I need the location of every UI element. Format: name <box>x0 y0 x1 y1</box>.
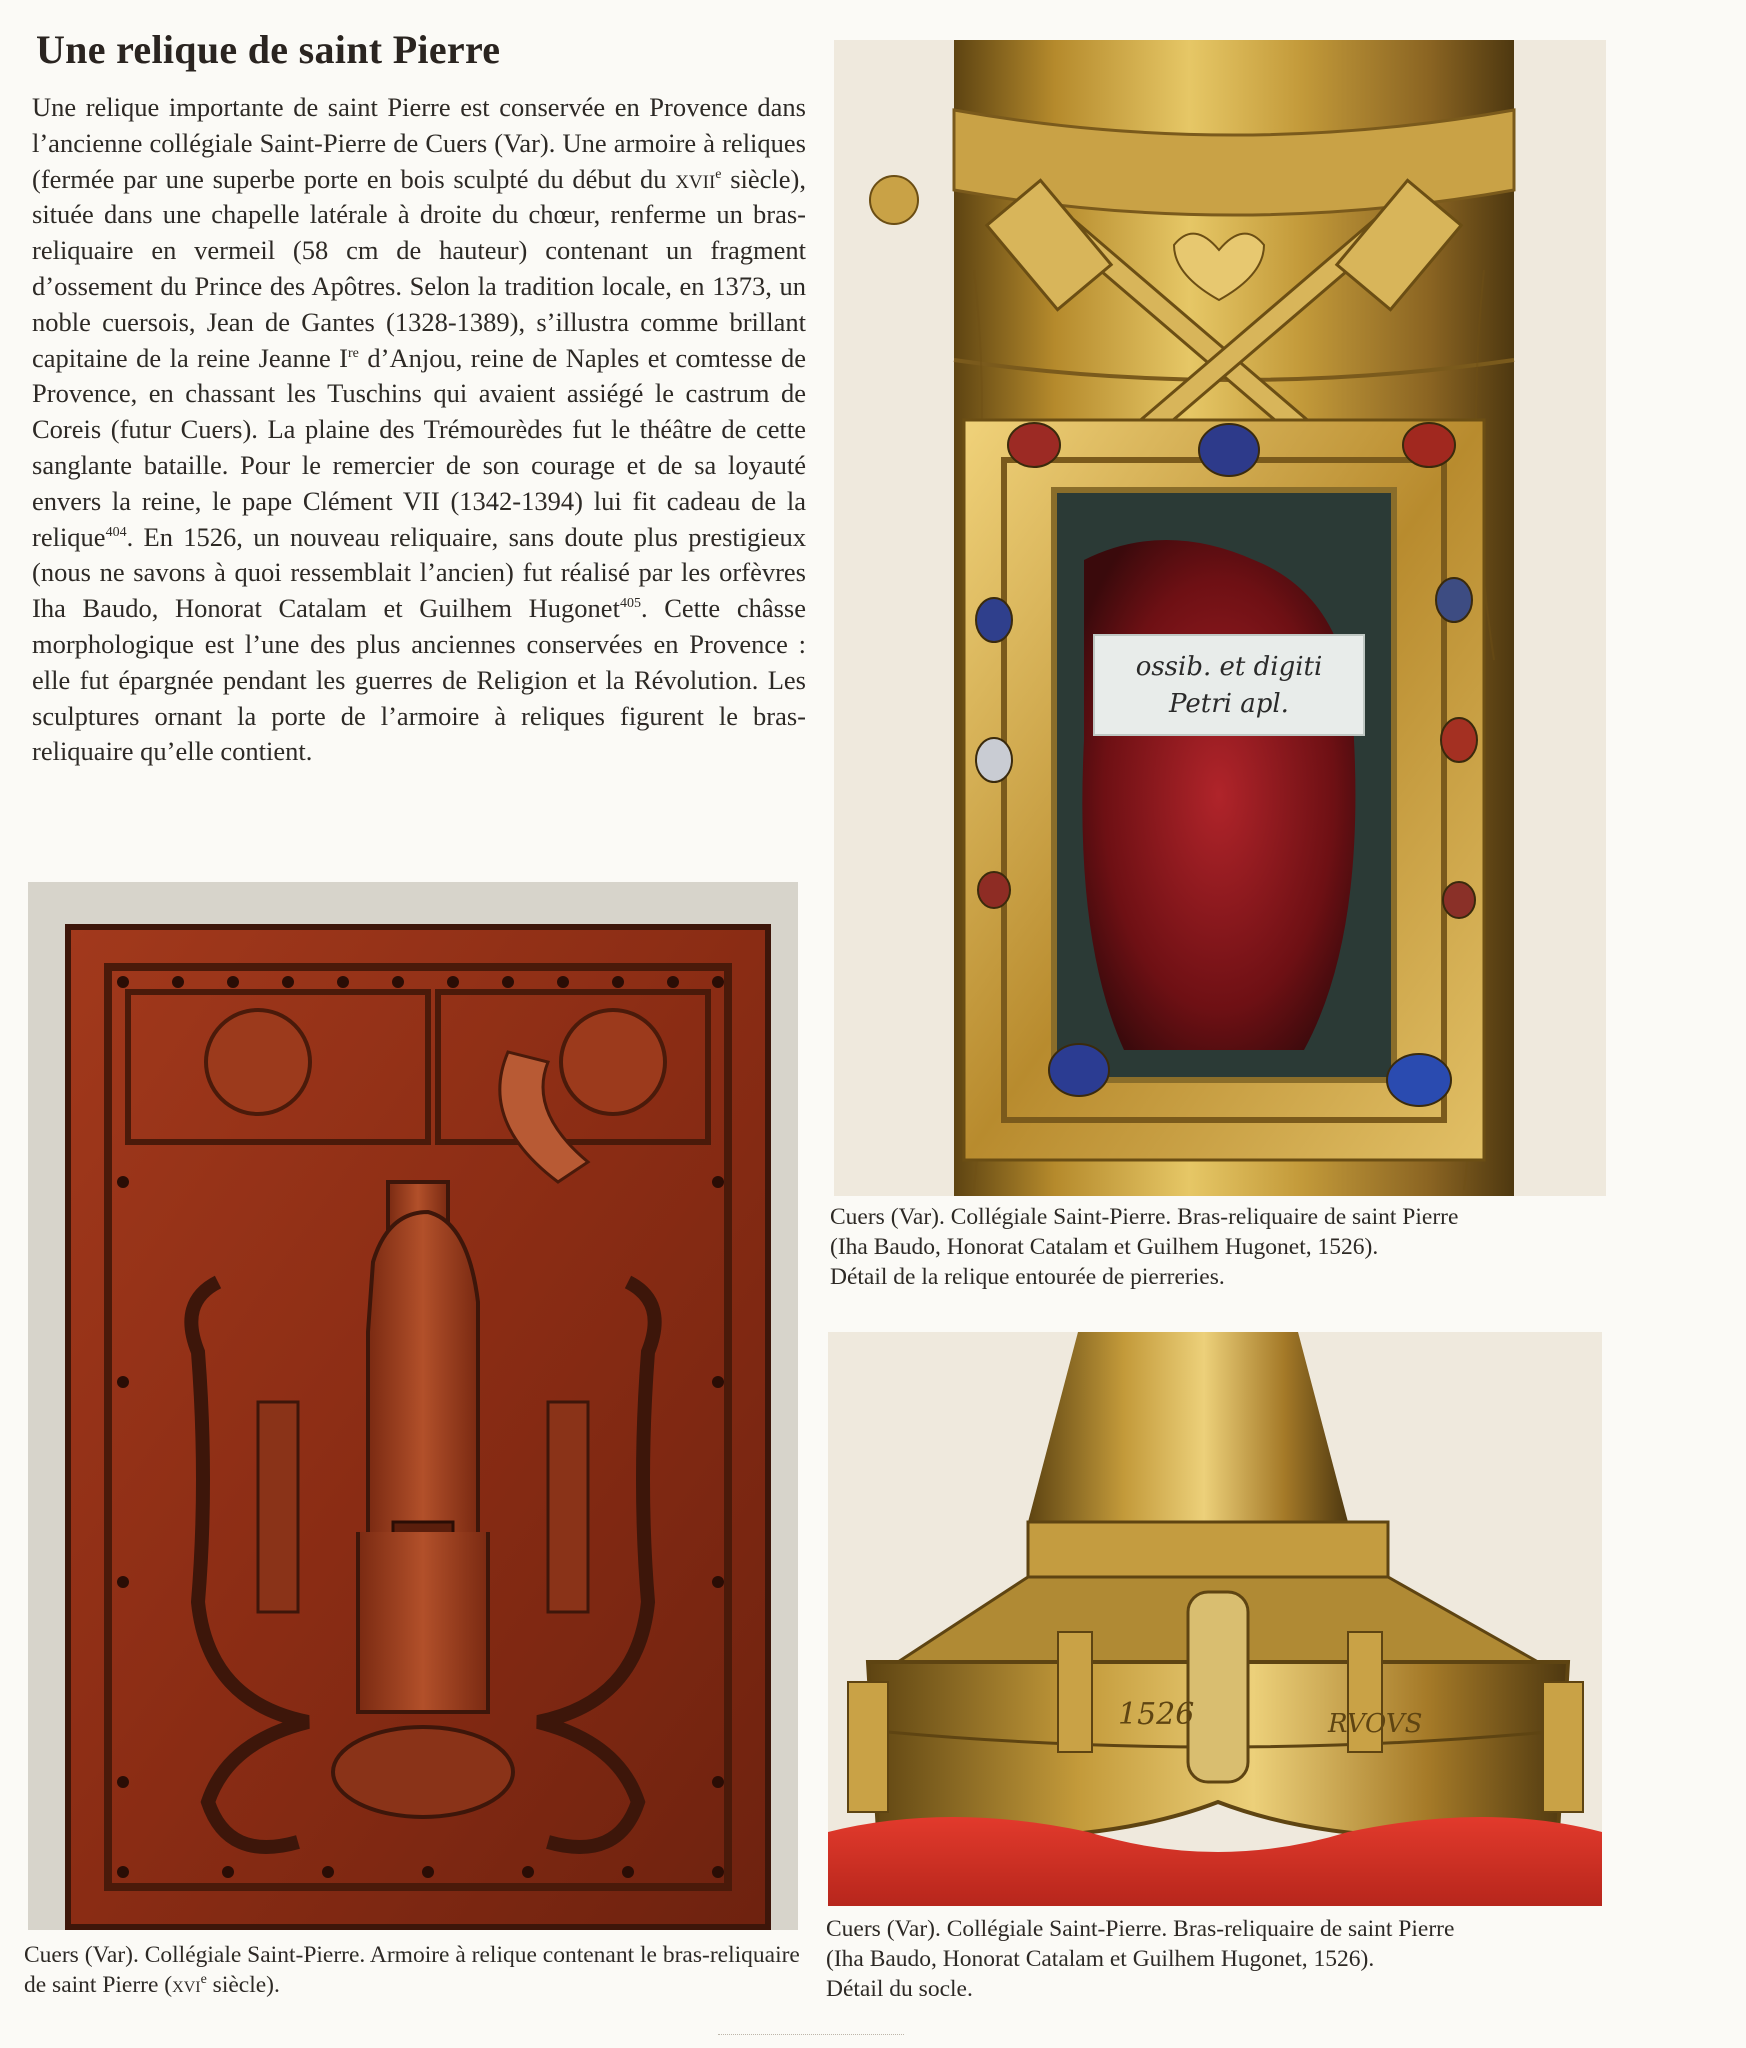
article-body <box>32 90 806 820</box>
reliquary-detail-illustration <box>834 40 1606 1196</box>
century-superscript: e <box>200 1972 207 1988</box>
reliquary-base-illustration <box>828 1332 1602 1906</box>
article-title: Une relique de saint Pierre <box>36 27 501 72</box>
article-paragraph <box>32 90 806 770</box>
caption-line: (Iha Baudo, Honorat Catalam et Guilhem Hugonet, 1526). <box>826 1946 1375 1972</box>
footnote-ref[interactable]: 405 <box>619 596 641 612</box>
reliquary-detail-caption <box>830 1202 1650 1292</box>
ordinal-superscript: re <box>348 345 359 361</box>
base-engraving-name: RVOVS <box>1328 1709 1423 1739</box>
footnote-ref[interactable]: 404 <box>105 524 127 540</box>
reliquary-door-caption <box>24 1940 804 2000</box>
paragraph-segment: . Cette châsse morphologique est l’une des plus anciennes conservées en Provence : elle fut épargnée pendant les guerres de Religion et la Révolution. Les sculptures ornant la porte de l’armoire à reliques figurent le bras-reliquaire qu’elle contient. <box>32 593 806 767</box>
caption-line: Détail du socle. <box>826 1976 973 2002</box>
footer-divider <box>718 2034 904 2035</box>
relic-label-line2: Petri apl. <box>1169 689 1289 719</box>
reliquary-door-illustration <box>28 882 798 1930</box>
century-numeral: xvii <box>675 163 716 194</box>
relic-label-line1: ossib. et digiti <box>1135 652 1323 682</box>
paragraph-segment: d’Anjou, reine de Naples et comtesse de Provence, en chassant les Tuschins qui avaient assiégé le castrum de Coreis (futur Cuers). La plaine des Trémourèdes fut le théâtre de cette sanglante bataille. Pour le remercier de son courage et de sa loyauté envers la reine, le pape Clément VII (1342-1394) lui fit cadeau de la relique <box>32 342 806 552</box>
paragraph-segment: siècle), située dans une chapelle latérale à droite du chœur, renferme un bras-reliquaire en vermeil (58 cm de hauteur) contenant un fragment d’ossement du Prince des Apôtres. Selon la tradition locale, en 1373, un noble cuersois, Jean de Gantes (1328-1389), s’illustra comme brillant capitaine de la reine Jeanne I <box>32 163 806 373</box>
base-engraving-date: 1526 <box>1118 1697 1195 1732</box>
paragraph-segment: . En 1526, un nouveau reliquaire, sans doute plus prestigieux (nous ne savons à quoi ressemblait l’ancien) fut réalisé par les orfèvres Iha Baudo, Honorat Catalam et Guilhem Hugonet <box>32 521 806 624</box>
door-caption-text <box>24 1940 804 2000</box>
century-superscript: e <box>715 166 722 182</box>
reliquary-door-photo <box>28 882 798 1930</box>
caption-line: Cuers (Var). Collégiale Saint-Pierre. Bras-reliquaire de saint Pierre <box>826 1916 1455 1942</box>
caption-line: Détail de la relique entourée de pierreries. <box>830 1264 1225 1290</box>
paragraph-segment: Une relique importante de saint Pierre est conservée en Provence dans l’ancienne collégiale Saint-Pierre de Cuers (Var). Une armoire à reliques (fermée par une superbe porte en bois sculpté du début du <box>32 92 806 194</box>
reliquary-base-photo <box>828 1332 1602 1906</box>
caption-segment: siècle). <box>206 1972 280 1998</box>
reliquary-base-caption <box>826 1914 1646 2004</box>
caption-segment: Cuers (Var). Collégiale Saint-Pierre. Armoire à relique contenant le bras-reliquaire de saint Pierre ( <box>24 1942 800 1998</box>
century-numeral: xvi <box>172 1972 201 1998</box>
reliquary-detail-photo <box>834 40 1606 1196</box>
caption-line: Cuers (Var). Collégiale Saint-Pierre. Bras-reliquaire de saint Pierre <box>830 1204 1459 1230</box>
caption-line: (Iha Baudo, Honorat Catalam et Guilhem Hugonet, 1526). <box>830 1234 1379 1260</box>
